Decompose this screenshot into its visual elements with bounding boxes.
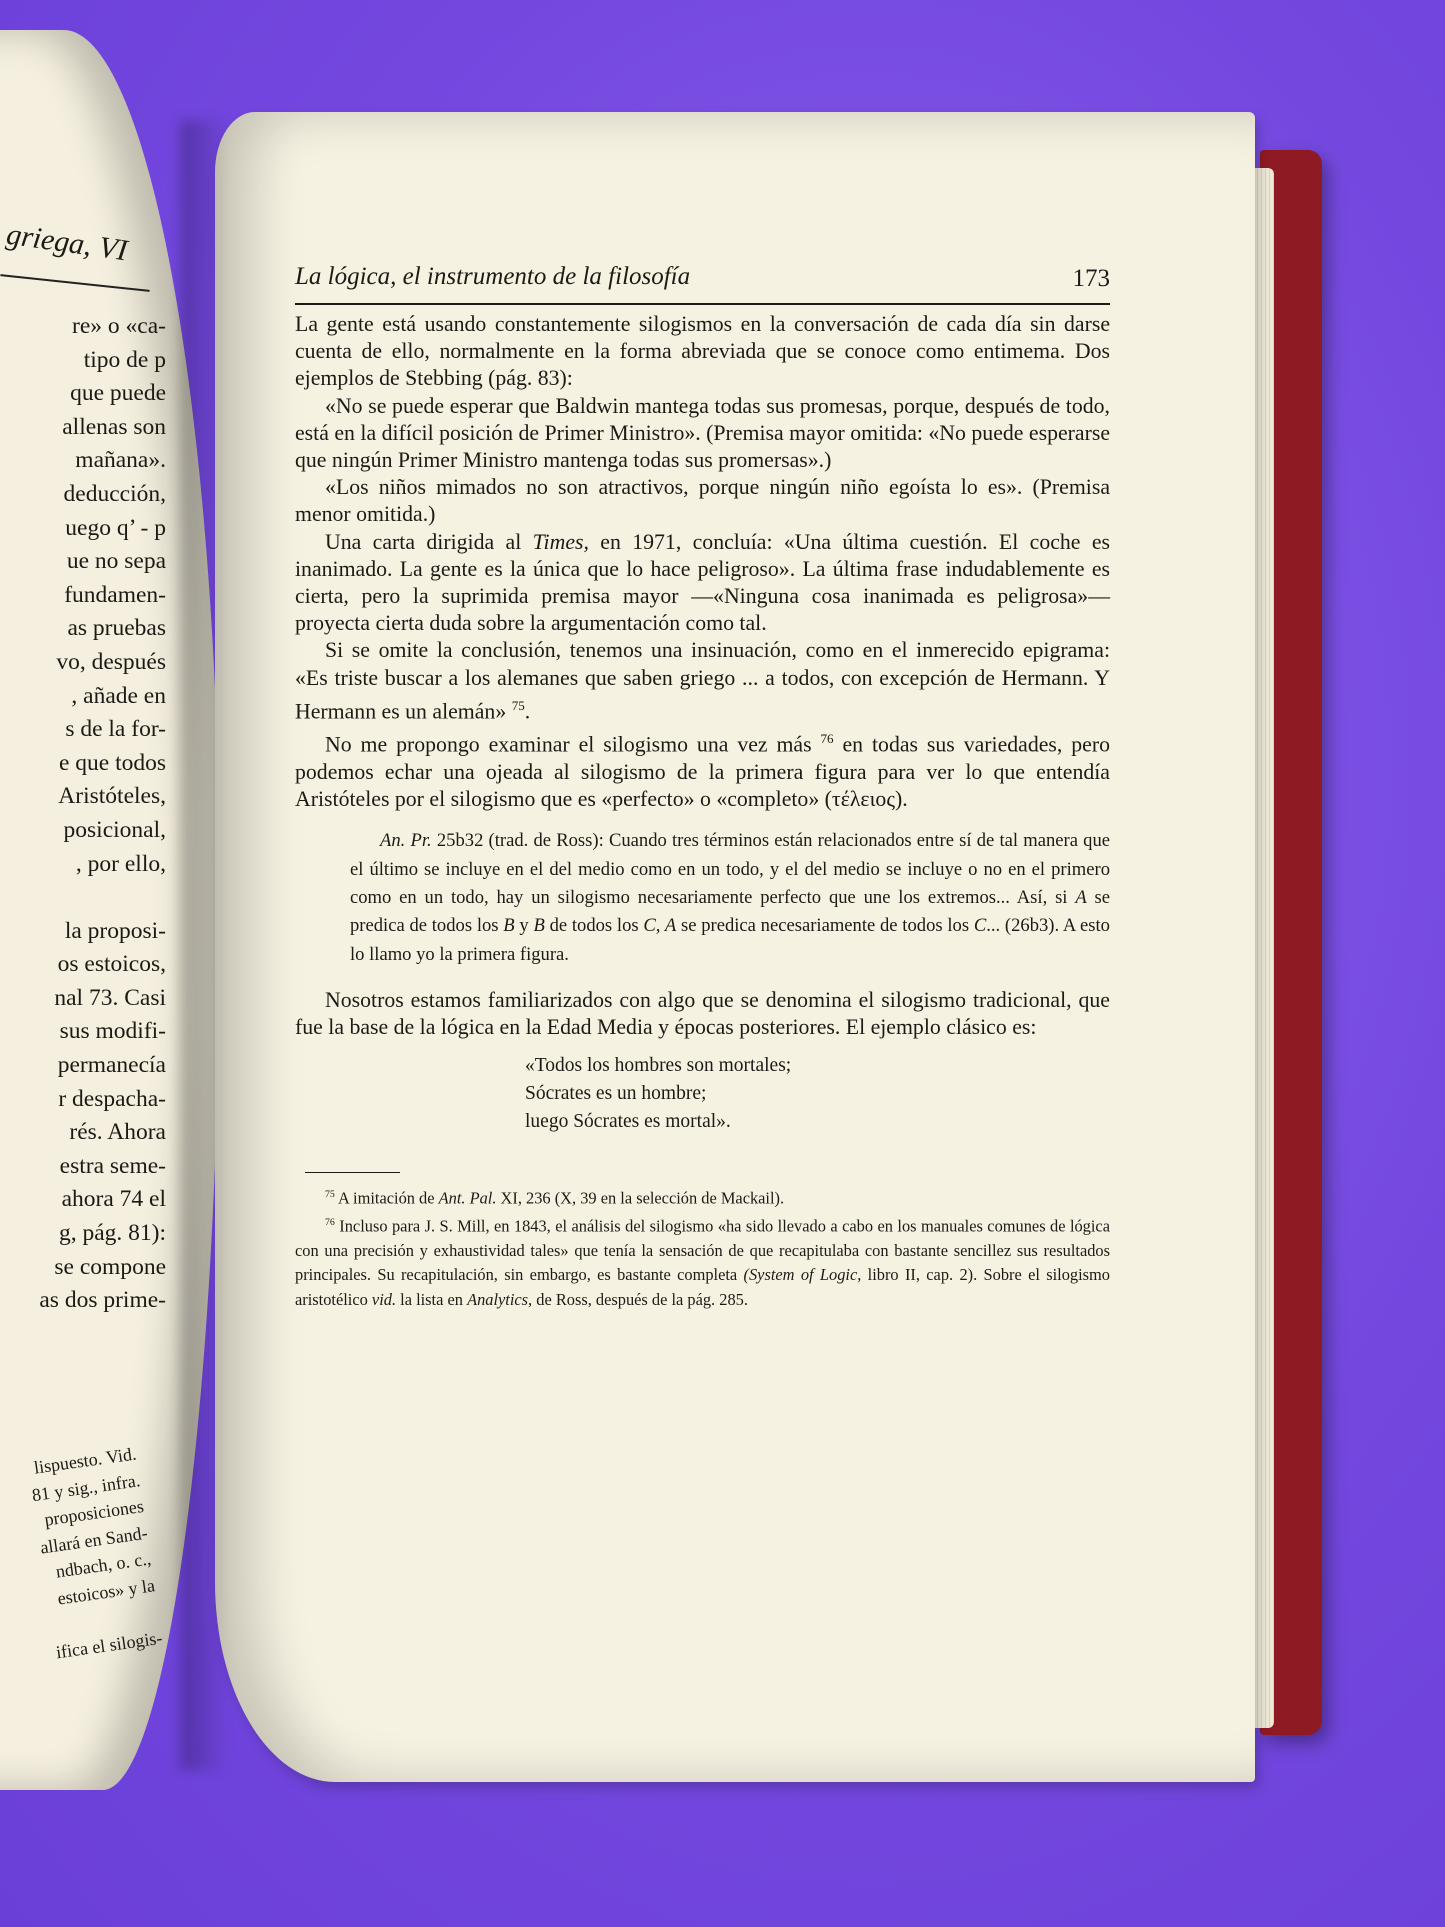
left-page-line: , añade en [71, 682, 166, 709]
left-page-line: as dos prime- [39, 1287, 166, 1314]
footnote-rule [305, 1172, 400, 1173]
left-page-line: sus modifi- [59, 1018, 166, 1045]
left-page-line: nal 73. Casi [54, 984, 166, 1011]
left-page-note-line: estoicos» y la [56, 1574, 157, 1609]
right-page-content [295, 255, 1110, 1313]
left-page-note-line: proposiciones [43, 1495, 145, 1530]
left-page-line: os estoicos, [57, 951, 166, 978]
left-page-line: ue no sepa [66, 548, 166, 575]
left-running-head: griega, VI [4, 217, 130, 268]
paragraph-6: No me propongo examinar el silogismo una vez más $^{76}$ en todas sus variedades, pero podemos echar una ojeada al silogismo de la primera figura para ver lo que entendía Aristóteles por el silogismo que es «perfecto» o «completo» (τέλειος). [295, 731, 1110, 811]
left-page-footnotes [0, 1441, 164, 1676]
left-page-line: posicional, [63, 816, 166, 843]
left-page-line: uego q’ - p [65, 514, 166, 541]
left-page-text [0, 310, 166, 1318]
left-page-line: fundamen- [64, 581, 166, 608]
paragraph-3: «Los niños mimados no son atractivos, porque ningún niño egoísta lo es». (Premisa menor omitida.) [295, 475, 1110, 527]
left-page-line: que puede [70, 380, 166, 407]
left-page-line [0, 881, 166, 915]
left-page-line: se compone [54, 1253, 166, 1280]
left-head-rule [0, 274, 149, 292]
footnote-75: $^{75}$ A imitación de Ant. Pal. XI, 236 (X, 39 en la selección de Mackail). [325, 1188, 785, 1208]
left-page-line: s de la for- [65, 716, 166, 743]
left-page-note-line: allará en Sand- [38, 1522, 149, 1558]
left-page-note-line: ifica el silogis- [54, 1627, 164, 1662]
paragraph-4: Una carta dirigida al Times, en 1971, concluía: «Una última cuestión. El coche es inanimado. La gente es la única que lo hace peligroso». La última frase indudablemente es cierta, pero la suprimida premisa mayor —«Ninguna cosa inanimada es peligrosa»— proyecta cierta duda sobre la argumentación como tal. [295, 529, 1110, 636]
left-page-line: , por ello, [75, 850, 166, 877]
left-page-line: la proposi- [64, 917, 166, 944]
book-gutter-shadow [180, 120, 240, 1770]
left-page-line: Aristóteles, [58, 783, 166, 810]
verse-line-1: «Todos los hombres son mortales; [525, 1054, 792, 1076]
left-page-line: permanecía [57, 1052, 166, 1079]
left-page-line: ahora 74 el [61, 1186, 166, 1213]
head-rule [295, 303, 1110, 305]
footnotes [295, 1183, 1110, 1313]
left-page-note-line: 81 y sig., infra. [30, 1469, 142, 1505]
paragraph-2: «No se puede esperar que Baldwin mantega todas sus promesas, porque, después de todo, está en la difícil posición de Primer Ministro». (Premisa mayor omitida: «No puede esperarse que ningún Primer Ministro mantenga todas sus promersas».) [295, 393, 1110, 473]
paragraph-7: Nosotros estamos familiarizados con algo que se denomina el silogismo tradicional, que fue la base de la lógica en la Edad Media y épocas posteriores. El ejemplo clásico es: [295, 988, 1110, 1040]
paragraph-1: La gente está usando constantemente silogismos en la conversación de cada día sin darse cuenta de ello, normalmente en la forma abreviada que se conoce como entimema. Dos ejemplos de Stebbing (pág. 83): [295, 312, 1110, 391]
left-page-line: g, pág. 81): [58, 1220, 166, 1247]
left-page-line: re» o «ca- [72, 313, 166, 339]
aristotle-quote: An. Pr. 25b32 (trad. de Ross): Cuando tres términos están relacionados entre sí de tal manera que el último se incluye en el del medio como en un todo, y el del medio se incluye o no en el primero como en un todo, hay un silogismo necesariamente perfecto que une los extremos... Así, si A se predica de todos los B y B de todos los C, A se predica necesariamente de todos los C... (26b3). A esto lo llamo yo la primera figura. [350, 830, 1110, 965]
left-page-line: estra seme- [59, 1152, 166, 1179]
left-page-note-line: lispuesto. Vid. [32, 1443, 138, 1478]
left-page-line: r despacha- [58, 1085, 166, 1112]
left-page-line: as pruebas [67, 615, 166, 642]
left-page-line: e que todos [58, 749, 166, 776]
running-title: La lógica, el instrumento de la filosofía [295, 263, 691, 290]
left-page-line: rés. Ahora [69, 1119, 166, 1146]
footnote-ref-76: 76 [820, 731, 834, 747]
left-page-line: tipo de p [83, 346, 166, 373]
verse-line-3: luego Sócrates es mortal». [525, 1110, 731, 1132]
left-page-note-line: ndbach, o. c., [54, 1548, 153, 1582]
verse-line-2: Sócrates es un hombre; [525, 1082, 707, 1104]
left-page-line: deducción, [63, 480, 166, 507]
left-page-line: vo, después [56, 648, 166, 675]
footnote-ref-75: 75 [511, 697, 525, 713]
footnote-76: $^{76}$ Incluso para J. S. Mill, en 1843, el análisis del silogismo «ha sido llevado a cabo en los manuales comunes de lógica con una precisión y exhaustividad tales» que tenía la sensación de que recapitulaba con bastante sencillez sus resultados principales. Su recapitulación, sin embargo, es bastante completa (System of Logic, libro II, cap. 2). Sobre el silogismo aristotélico vid. la lista en Analytics, de Ross, después de la pág. 285. [295, 1216, 1110, 1309]
page-number: 173 [1072, 265, 1110, 292]
running-head [295, 255, 1110, 295]
left-page-line: mañana». [75, 447, 166, 474]
left-page-line: allenas son [62, 413, 166, 440]
paragraph-5: Si se omite la conclusión, tenemos una insinuación, como en el inmerecido epigrama: «Es triste buscar a los alemanes que saben griego ... a todos, con excepción de Hermann. Y Hermann es un alemán» $^{75}$. [295, 638, 1110, 724]
syllogism-verse [525, 1052, 1110, 1136]
